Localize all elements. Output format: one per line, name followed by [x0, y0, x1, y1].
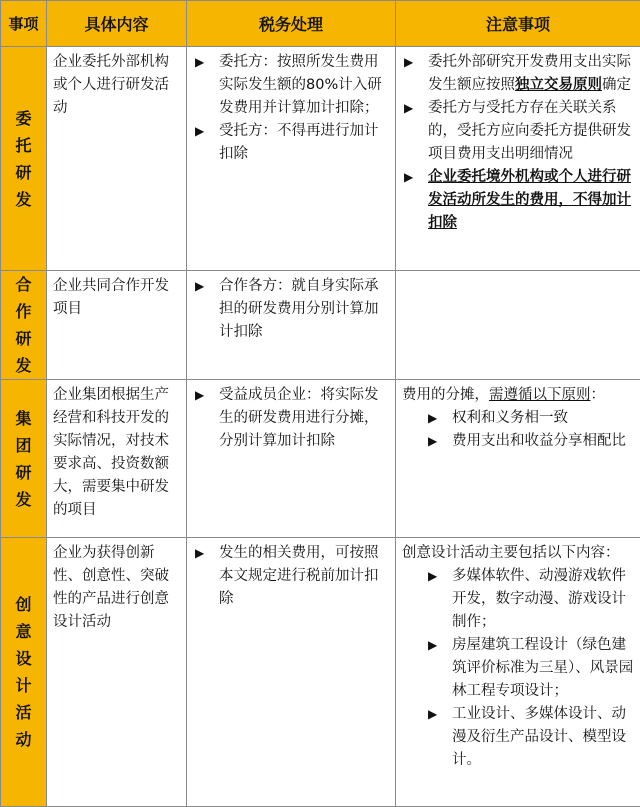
category-cell	[1, 271, 47, 380]
notes-cell	[396, 538, 640, 807]
tax-cell	[187, 538, 396, 807]
content-text: 企业共同合作开发项目	[47, 271, 186, 323]
note-subitem: ▶ 费用支出和收益分享相配比	[402, 430, 634, 453]
tax-item: ▶ 受托方：不得再进行加计扣除	[193, 120, 389, 166]
tax-cell	[187, 47, 396, 271]
category-label: 委托研发	[15, 105, 33, 213]
table-row-group	[1, 380, 640, 538]
category-cell	[1, 538, 47, 807]
notes-intro: 创意设计活动主要包括以下内容：	[402, 542, 634, 565]
note-emphasis: 需遵循以下原则	[489, 387, 591, 403]
content-cell	[47, 538, 187, 807]
note-subitem: ▶ 工业设计、多媒体设计、动漫及衍生产品设计、模型设计。	[402, 703, 634, 772]
content-cell	[47, 47, 187, 271]
note-subitem: ▶ 房屋建筑工程设计（绿色建筑评价标准为三星）、风景园林工程专项设计；	[402, 634, 634, 703]
tax-cell	[187, 271, 396, 380]
note-emphasis: 独立交易原则	[515, 77, 602, 93]
category-label: 集团研发	[15, 405, 33, 513]
tax-cell	[187, 380, 396, 538]
category-label: 合作研发	[15, 271, 33, 379]
note-text: 费用的分摊，	[402, 387, 489, 403]
header-category	[1, 1, 47, 47]
note-text: 委托外部研究开发费用支出实际发生额应按照	[428, 54, 631, 93]
content-cell	[47, 271, 187, 380]
header-notes: 注意事项	[396, 1, 640, 47]
tax-item: ▶ 发生的相关费用，可按照本文规定进行税前加计扣除	[193, 542, 389, 611]
notes-cell	[396, 380, 640, 538]
note-item	[402, 51, 634, 97]
note-text: 确定	[602, 77, 631, 93]
category-cell	[1, 380, 47, 538]
category-cell	[1, 47, 47, 271]
content-text: 企业委托外部机构或个人进行研发活动	[47, 47, 186, 122]
category-label: 创意设计活动	[15, 591, 33, 753]
notes-cell	[396, 47, 640, 271]
table-row-creative	[1, 538, 640, 807]
table-row-cooperative	[1, 271, 640, 380]
content-text: 企业为获得创新性、创意性、突破性的产品进行创意设计活动	[47, 538, 186, 636]
header-content: 具体内容	[47, 1, 187, 47]
tax-item: ▶ 合作各方：就自身实际承担的研发费用分别计算加计扣除	[193, 275, 389, 344]
header-tax: 税务处理	[187, 1, 396, 47]
tax-item: ▶ 受益成员企业：将实际发生的研发费用进行分摊，分别计算加计扣除	[193, 384, 389, 453]
note-subitem: ▶ 多媒体软件、动漫游戏软件开发，数字动漫、游戏设计制作；	[402, 565, 634, 634]
note-subitem: ▶ 权利和义务相一致	[402, 407, 634, 430]
notes-cell	[396, 271, 640, 380]
table-row-commissioned	[1, 47, 640, 271]
note-item-warning: ▶ 企业委托境外机构或个人进行研发活动所发生的费用，不得加计扣除	[402, 166, 634, 235]
note-item: ▶ 委托方与受托方存在关联关系的，受托方应向委托方提供研发项目费用支出明细情况	[402, 97, 634, 166]
header-category-label: 事项	[7, 14, 41, 34]
content-cell	[47, 380, 187, 538]
header-row	[1, 1, 640, 47]
notes-intro	[402, 384, 634, 407]
tax-item: ▶ 委托方：按照所发生费用实际发生额的80%计入研发费用并计算加计扣除；	[193, 51, 389, 120]
content-text: 企业集团根据生产经营和科技开发的实际情况，对技术要求高、投资数额大，需要集中研发的项目	[47, 380, 186, 524]
note-text: ：	[591, 387, 606, 403]
